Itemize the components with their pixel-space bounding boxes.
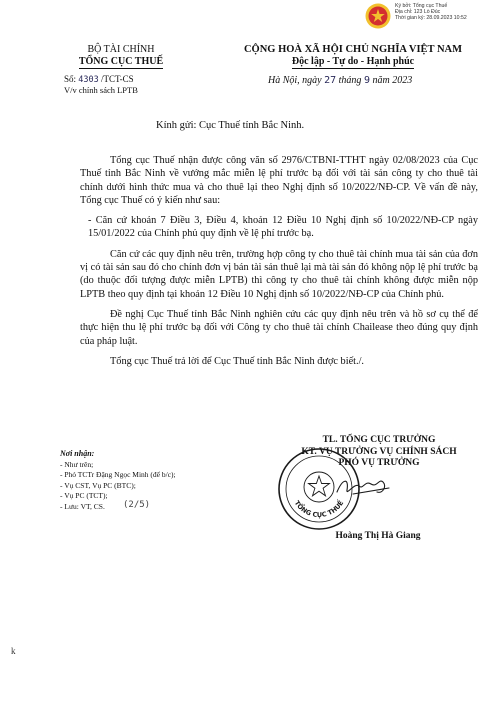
- handwritten-signature-icon: [333, 472, 393, 502]
- stamp-text: TỔNG CỤC THUẾ: [292, 499, 346, 520]
- national-motto: Độc lập - Tự do - Hạnh phúc: [291, 56, 415, 67]
- recipient-item: - Như trên;: [60, 459, 94, 469]
- department-name: TỔNG CỤC THUẾ: [78, 56, 164, 67]
- month-handwritten: 9: [363, 75, 370, 86]
- date-prefix: Hà Nội, ngày: [268, 75, 322, 86]
- number-suffix: /TCT-CS: [101, 74, 134, 84]
- recipients-title: Nơi nhận:: [60, 449, 95, 458]
- address-line: Địa chỉ: 123 Lò Đúc: [395, 9, 441, 16]
- agency-header: [56, 44, 186, 69]
- signature-line-2: KT. VỤ TRƯỞNG VỤ CHÍNH SÁCH: [301, 446, 457, 457]
- time-line: Thời gian ký: 28.09.2023 10:52: [395, 15, 467, 22]
- recipient-item: - Vụ CST, Vụ PC (BTC);: [60, 480, 136, 490]
- number-prefix: Số:: [64, 74, 77, 84]
- signature-line-1: TL. TỔNG CỤC TRƯỞNG: [322, 435, 436, 445]
- signer-name: Hoàng Thị Hà Giang: [335, 531, 421, 541]
- ministry-name: BỘ TÀI CHÍNH: [87, 44, 155, 55]
- addressee: Kính gửi: Cục Thuế tỉnh Bắc Ninh.: [156, 120, 305, 131]
- national-emblem-icon: [365, 3, 391, 29]
- signature-line-3: PHÓ VỤ TRƯỞNG: [338, 458, 420, 468]
- corner-mark: k: [11, 646, 16, 656]
- place-date: [268, 75, 412, 86]
- recipient-item: - Phó TCTr Đặng Ngọc Minh (để b/c);: [60, 470, 176, 479]
- country-name: CỘNG HOÀ XÃ HỘI CHỦ NGHĨA VIỆT NAM: [243, 44, 463, 55]
- month-word: tháng: [338, 75, 362, 86]
- digital-signature-info: [395, 3, 467, 22]
- paragraph-2: - Căn cứ khoản 7 Điều 3, Điều 4, khoản 12 Điều 10 Nghị định số 10/2022/NĐ-CP ngày 15/01/2022 của Chính phủ quy định về lệ phí trước bạ.: [88, 215, 478, 240]
- document-subject: V/v chính sách LPTB: [64, 85, 138, 95]
- paragraph-3: Căn cứ các quy định nêu trên, trường hợp công ty cho thuê tài chính mua tài sản của đơn vị có tài sản sau đó cho chính đơn vị bán tài sản thuê lại mà tài sản đó không nộp lệ phí trước bạ (do thuộc đối tượng được miễn LPTB) thì công ty cho thuê tài chính không được miễn nộp LPTB theo quy định tại khoản 12 Điều 10 Nghị định số 10/2022/NĐ-CP của Chính phủ.: [80, 248, 478, 300]
- recipients-list: [60, 449, 176, 512]
- signer-line: Ký bởi: Tổng cục Thuế: [395, 3, 448, 9]
- day-handwritten: 27: [324, 75, 337, 86]
- paragraph-4: Đề nghị Cục Thuế tỉnh Bắc Ninh nghiên cứu các quy định nêu trên và hồ sơ cụ thể để thực hiện thu lệ phí trước bạ đối với Công ty cho thuê tài chính Chailease theo đúng quy định của pháp luật.: [80, 308, 478, 347]
- national-header: [228, 44, 478, 69]
- letter-body: [80, 154, 478, 368]
- number-handwritten: 4303: [78, 75, 99, 85]
- paragraph-1: Tổng cục Thuế nhận được công văn số 2976/CTBNI-TTHT ngày 02/08/2023 của Cục Thuế tỉnh Bắc Ninh về vướng mắc miễn lệ phí trước bạ đối với tài sản công ty cho thuê tài chính dưới hình thức mua và cho thuê lại theo Nghị định số 10/2022/NĐ-CP. Về vấn đề này, Tổng cục Thuế có ý kiến như sau:: [80, 155, 478, 206]
- handwritten-note: (2/5): [123, 500, 151, 510]
- paragraph-5: Tổng cục Thuế trả lời để Cục Thuế tỉnh Bắc Ninh được biết./.: [110, 355, 365, 367]
- year-text: năm 2023: [372, 75, 413, 86]
- recipient-item: - Lưu: VT, CS.: [60, 501, 105, 511]
- recipient-item: - Vụ PC (TCT);: [60, 491, 108, 500]
